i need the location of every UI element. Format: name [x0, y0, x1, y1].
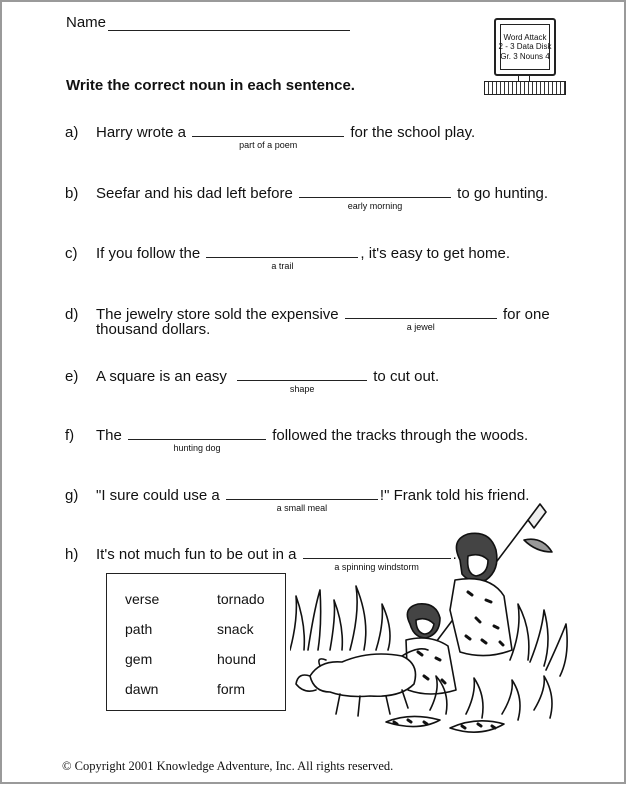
word-bank-item: hound [217, 651, 256, 667]
question-text-after: . [452, 546, 457, 563]
question-letter: g) [65, 487, 79, 504]
copyright: © Copyright 2001 Knowledge Adventure, Inc. All rights reserved. [62, 759, 394, 773]
question-text-before: It's not much fun to be out in a [96, 546, 297, 563]
question-letter: c) [65, 245, 78, 262]
question-text-after: to cut out. [373, 368, 440, 385]
name-label: Name [66, 14, 107, 31]
question-letter: b) [65, 185, 79, 202]
question-text-before: The jewelry store sold the expensive [96, 306, 339, 323]
answer-blank-g[interactable] [226, 487, 378, 513]
question-text-after: for the school play. [350, 124, 476, 141]
spear-head [528, 504, 546, 528]
question-text-before: The [96, 427, 122, 444]
computer-screen [494, 18, 556, 76]
word-bank-item: form [217, 681, 245, 697]
question-letter: a) [65, 124, 79, 141]
screen-line-2: 2 - 3 Data Disk [498, 42, 552, 52]
answer-blank-d[interactable] [345, 306, 497, 332]
question-letter: e) [65, 368, 79, 385]
instructions: Write the correct noun in each sentence. [66, 77, 355, 94]
question-text-after: followed the tracks through the woods. [272, 427, 529, 444]
hint-b: early morning [347, 201, 403, 211]
hunters-illustration [290, 500, 580, 740]
question-text-after: to go hunting. [457, 185, 549, 202]
hint-h: a spinning windstorm [334, 562, 419, 572]
name-input-line[interactable] [108, 30, 350, 31]
screen-line-1: Word Attack [503, 32, 547, 42]
word-bank [106, 573, 286, 711]
keyboard-icon [484, 81, 566, 95]
question-text-after: , it's easy to get home. [360, 245, 511, 262]
question-letter: f) [65, 427, 75, 444]
question-text-before: If you follow the [96, 245, 201, 262]
question-text-line2: thousand dollars. [96, 321, 211, 338]
hint-e: shape [289, 384, 315, 394]
question-letter: h) [65, 546, 79, 563]
answer-blank-a[interactable] [192, 124, 344, 150]
word-bank-item: gem [125, 651, 153, 667]
screen-line-3: Gr. 3 Nouns 4 [500, 51, 550, 61]
answer-blank-b[interactable] [299, 185, 451, 211]
answer-blank-e[interactable] [237, 368, 367, 394]
word-bank-item: verse [125, 591, 160, 607]
hint-a: part of a poem [239, 140, 298, 150]
question-text-after: for one [502, 306, 550, 323]
answer-blank-f[interactable] [128, 427, 266, 453]
word-bank-item: snack [217, 621, 254, 637]
question-text-before: A square is an easy [96, 368, 227, 385]
answer-blank-c[interactable] [206, 245, 358, 271]
computer-icon [484, 18, 612, 100]
word-bank-item: path [125, 621, 153, 637]
question-letter: d) [65, 306, 79, 323]
question-text-before: Seefar and his dad left before [96, 185, 293, 202]
spear-feather [524, 539, 552, 552]
word-bank-item: tornado [217, 591, 265, 607]
hint-f: hunting dog [173, 443, 221, 453]
question-text-before: Harry wrote a [96, 124, 187, 141]
hint-g: a small meal [276, 503, 328, 513]
question-text-after: !" Frank told his friend. [379, 487, 530, 504]
hint-d: a jewel [406, 322, 435, 332]
computer-screen-text [500, 24, 550, 70]
hint-c: a trail [271, 261, 294, 271]
question-text-before: "I sure could use a [96, 487, 220, 504]
word-bank-item: dawn [125, 681, 159, 697]
